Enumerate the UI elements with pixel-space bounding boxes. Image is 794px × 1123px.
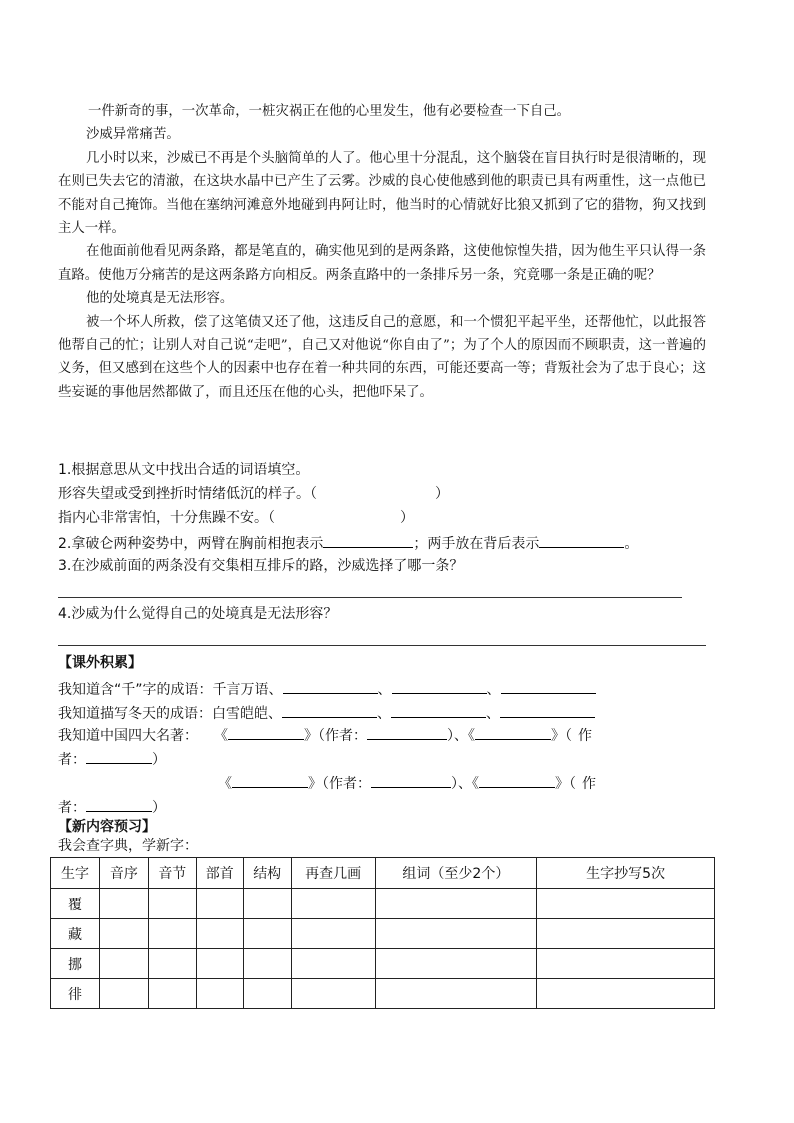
- author-open: （作者：: [318, 728, 367, 744]
- author-label-part: 作: [582, 776, 596, 792]
- question-1b: [58, 508, 414, 528]
- input-cell[interactable]: [148, 979, 196, 1009]
- input-cell[interactable]: [243, 889, 291, 919]
- answer-line[interactable]: [58, 645, 706, 646]
- classics-line-2b: [58, 796, 166, 818]
- input-cell[interactable]: [148, 889, 196, 919]
- header-cell: 部首: [196, 858, 243, 889]
- preview-intro: 我会查字典，学新字：: [58, 838, 198, 854]
- author-label-part: 者：: [58, 800, 86, 816]
- table-row: [51, 919, 715, 949]
- question-1b-text: 指内心非常害怕，十分焦躁不安。（: [58, 510, 275, 526]
- classics-line-1b: [58, 748, 166, 770]
- input-cell[interactable]: [291, 919, 375, 949]
- book-open: 《: [214, 728, 228, 744]
- separator: 、: [377, 682, 392, 698]
- input-cell[interactable]: [375, 979, 537, 1009]
- answer-blank[interactable]: [391, 702, 486, 718]
- book-close: 》: [555, 776, 569, 792]
- question-1-title: 1.根据意思从文中找出合适的词语填空。: [58, 462, 310, 478]
- book-close: 》: [551, 728, 565, 744]
- author-close: ）: [447, 728, 454, 744]
- character-cell: 藏: [51, 919, 100, 949]
- input-cell[interactable]: [99, 979, 148, 1009]
- question-1a: [58, 484, 449, 504]
- passage-paragraph: 在他面前他看见两条路，都是笔直的，确实他见到的是两条路，这使他惊惶失措，因为他生平只认得一条直路。使他万分痛苦的是这两条路方向相反。两条直路中的一条排斥另一条，究竟哪一条是正确的呢？: [58, 244, 706, 283]
- paren-close: ）: [152, 752, 166, 768]
- input-cell[interactable]: [196, 889, 243, 919]
- reading-passage: [58, 100, 706, 404]
- character-cell: 徘: [51, 979, 100, 1009]
- answer-line[interactable]: [58, 597, 682, 598]
- input-cell[interactable]: [99, 919, 148, 949]
- input-cell[interactable]: [99, 949, 148, 979]
- paren-open: （: [569, 776, 576, 792]
- author-blank[interactable]: [367, 724, 447, 740]
- character-cell: 挪: [51, 949, 100, 979]
- book-close: 》: [308, 776, 322, 792]
- author-blank[interactable]: [86, 748, 152, 764]
- answer-blank[interactable]: [323, 532, 413, 548]
- question-2-text-b: ；两手放在背后表示: [413, 536, 540, 552]
- author-close: ）: [451, 776, 458, 792]
- input-cell[interactable]: [537, 979, 715, 1009]
- passage-paragraph: 被一个坏人所救，偿了这笔债又还了他，这违反自己的意愿，和一个惯犯平起平坐，还帮他忙，以此报答他帮自己的忙；让别人对自己说“走吧”，自己又对他说“你自由了”；为了个人的原因而不顾职责，这一普遍的义务，但又感到在这些个人的因素中也存在着一种共同的东西，可能还要高一等；背叛社会为了忠于良心；这些妄诞的事他居然都做了，而且还压在他的心头，把他吓呆了。: [58, 314, 706, 400]
- answer-blank[interactable]: [392, 678, 487, 694]
- passage-paragraph: 一件新奇的事，一次革命，一桩灾祸正在他的心里发生，他有必要检查一下自己。: [88, 104, 571, 119]
- book-open: 《: [218, 776, 232, 792]
- passage-paragraph: 几小时以来，沙威已不再是个头脑简单的人了。他心里十分混乱，这个脑袋在盲目执行时是很清晰的，现在则已失去它的清澈，在这块水晶中已产生了云雾。沙威的良心使他感到他的职责已具有两重性，这一点他已不能对自己掩饰。当他在塞纳河滩意外地碰到冉阿让时，他当时的心情就好比狼又抓到了它的猎物，狗又找到主人一样。: [58, 150, 706, 237]
- input-cell[interactable]: [291, 889, 375, 919]
- table-row: [51, 979, 715, 1009]
- answer-blank[interactable]: [283, 678, 378, 694]
- question-4: 4.沙威为什么觉得自己的处境真是无法形容？: [58, 606, 338, 622]
- input-cell[interactable]: [196, 919, 243, 949]
- header-cell: 音节: [148, 858, 196, 889]
- input-cell[interactable]: [243, 949, 291, 979]
- input-cell[interactable]: [243, 979, 291, 1009]
- separator: 、: [486, 706, 500, 722]
- author-blank[interactable]: [86, 796, 152, 812]
- separator: 、: [458, 776, 472, 792]
- input-cell[interactable]: [537, 889, 715, 919]
- question-2: [58, 532, 638, 554]
- idiom-line-winter: [58, 702, 595, 724]
- classics-line-1: [58, 724, 592, 746]
- idiom-prompt: 我知道含“千”字的成语：千言万语、: [58, 682, 283, 698]
- book-blank[interactable]: [228, 724, 304, 740]
- input-cell[interactable]: [99, 889, 148, 919]
- table-header-row: [51, 858, 715, 889]
- question-3: 3.在沙威前面的两条没有交集相互排斥的路，沙威选择了哪一条？: [58, 558, 464, 574]
- header-cell: 结构: [243, 858, 291, 889]
- input-cell[interactable]: [291, 949, 375, 979]
- paren-close: ）: [152, 800, 166, 816]
- question-1a-text: 形容失望或受到挫折时情绪低沉的样子。（: [58, 486, 317, 502]
- input-cell[interactable]: [537, 949, 715, 979]
- paren-close: ）: [400, 510, 414, 526]
- header-cell: 再查几画: [291, 858, 375, 889]
- answer-blank[interactable]: [282, 702, 377, 718]
- input-cell[interactable]: [375, 889, 537, 919]
- book-blank[interactable]: [479, 772, 555, 788]
- book-open: 《: [468, 728, 475, 744]
- header-cell: 组词（至少2个）: [375, 858, 537, 889]
- separator: 、: [454, 728, 468, 744]
- separator: 、: [486, 682, 501, 698]
- section-title-extra: 【课外积累】: [58, 655, 142, 671]
- passage-paragraph: 他的处境真是无法形容。: [86, 291, 234, 307]
- idiom-line-qian: [58, 678, 596, 700]
- input-cell[interactable]: [196, 949, 243, 979]
- book-open: 《: [472, 776, 479, 792]
- author-blank[interactable]: [371, 772, 451, 788]
- classics-line-2: [218, 772, 596, 794]
- idiom-prompt: 我知道描写冬天的成语：白雪皑皑、: [58, 706, 282, 722]
- author-open: （作者：: [322, 776, 371, 792]
- answer-blank[interactable]: [500, 702, 595, 718]
- book-blank[interactable]: [475, 724, 551, 740]
- input-cell[interactable]: [196, 979, 243, 1009]
- book-close: 》: [304, 728, 318, 744]
- input-cell[interactable]: [148, 919, 196, 949]
- book-blank[interactable]: [232, 772, 308, 788]
- passage-paragraph: 沙威异常痛苦。: [86, 127, 180, 143]
- paren-open: （: [565, 728, 572, 744]
- classics-prompt: 我知道中国四大名著：: [58, 728, 198, 744]
- input-cell[interactable]: [243, 919, 291, 949]
- input-cell[interactable]: [537, 919, 715, 949]
- table-row: [51, 889, 715, 919]
- question-2-text-a: 2.拿破仑两种姿势中，两臂在胸前相抱表示: [58, 536, 324, 552]
- section-title-preview: 【新内容预习】: [58, 819, 156, 835]
- input-cell[interactable]: [148, 949, 196, 979]
- author-label-part: 作: [578, 728, 592, 744]
- author-label-part: 者：: [58, 752, 86, 768]
- input-cell[interactable]: [375, 919, 537, 949]
- table-row: [51, 949, 715, 979]
- answer-blank[interactable]: [539, 532, 624, 548]
- paren-close: ）: [435, 486, 449, 502]
- header-cell: 音序: [99, 858, 148, 889]
- header-cell: 生字: [51, 858, 100, 889]
- new-characters-table: [50, 857, 715, 1009]
- answer-blank[interactable]: [501, 678, 596, 694]
- character-cell: 覆: [51, 889, 100, 919]
- period: 。: [624, 536, 639, 552]
- separator: 、: [377, 706, 391, 722]
- input-cell[interactable]: [291, 979, 375, 1009]
- header-cell: 生字抄写5次: [537, 858, 715, 889]
- input-cell[interactable]: [375, 949, 537, 979]
